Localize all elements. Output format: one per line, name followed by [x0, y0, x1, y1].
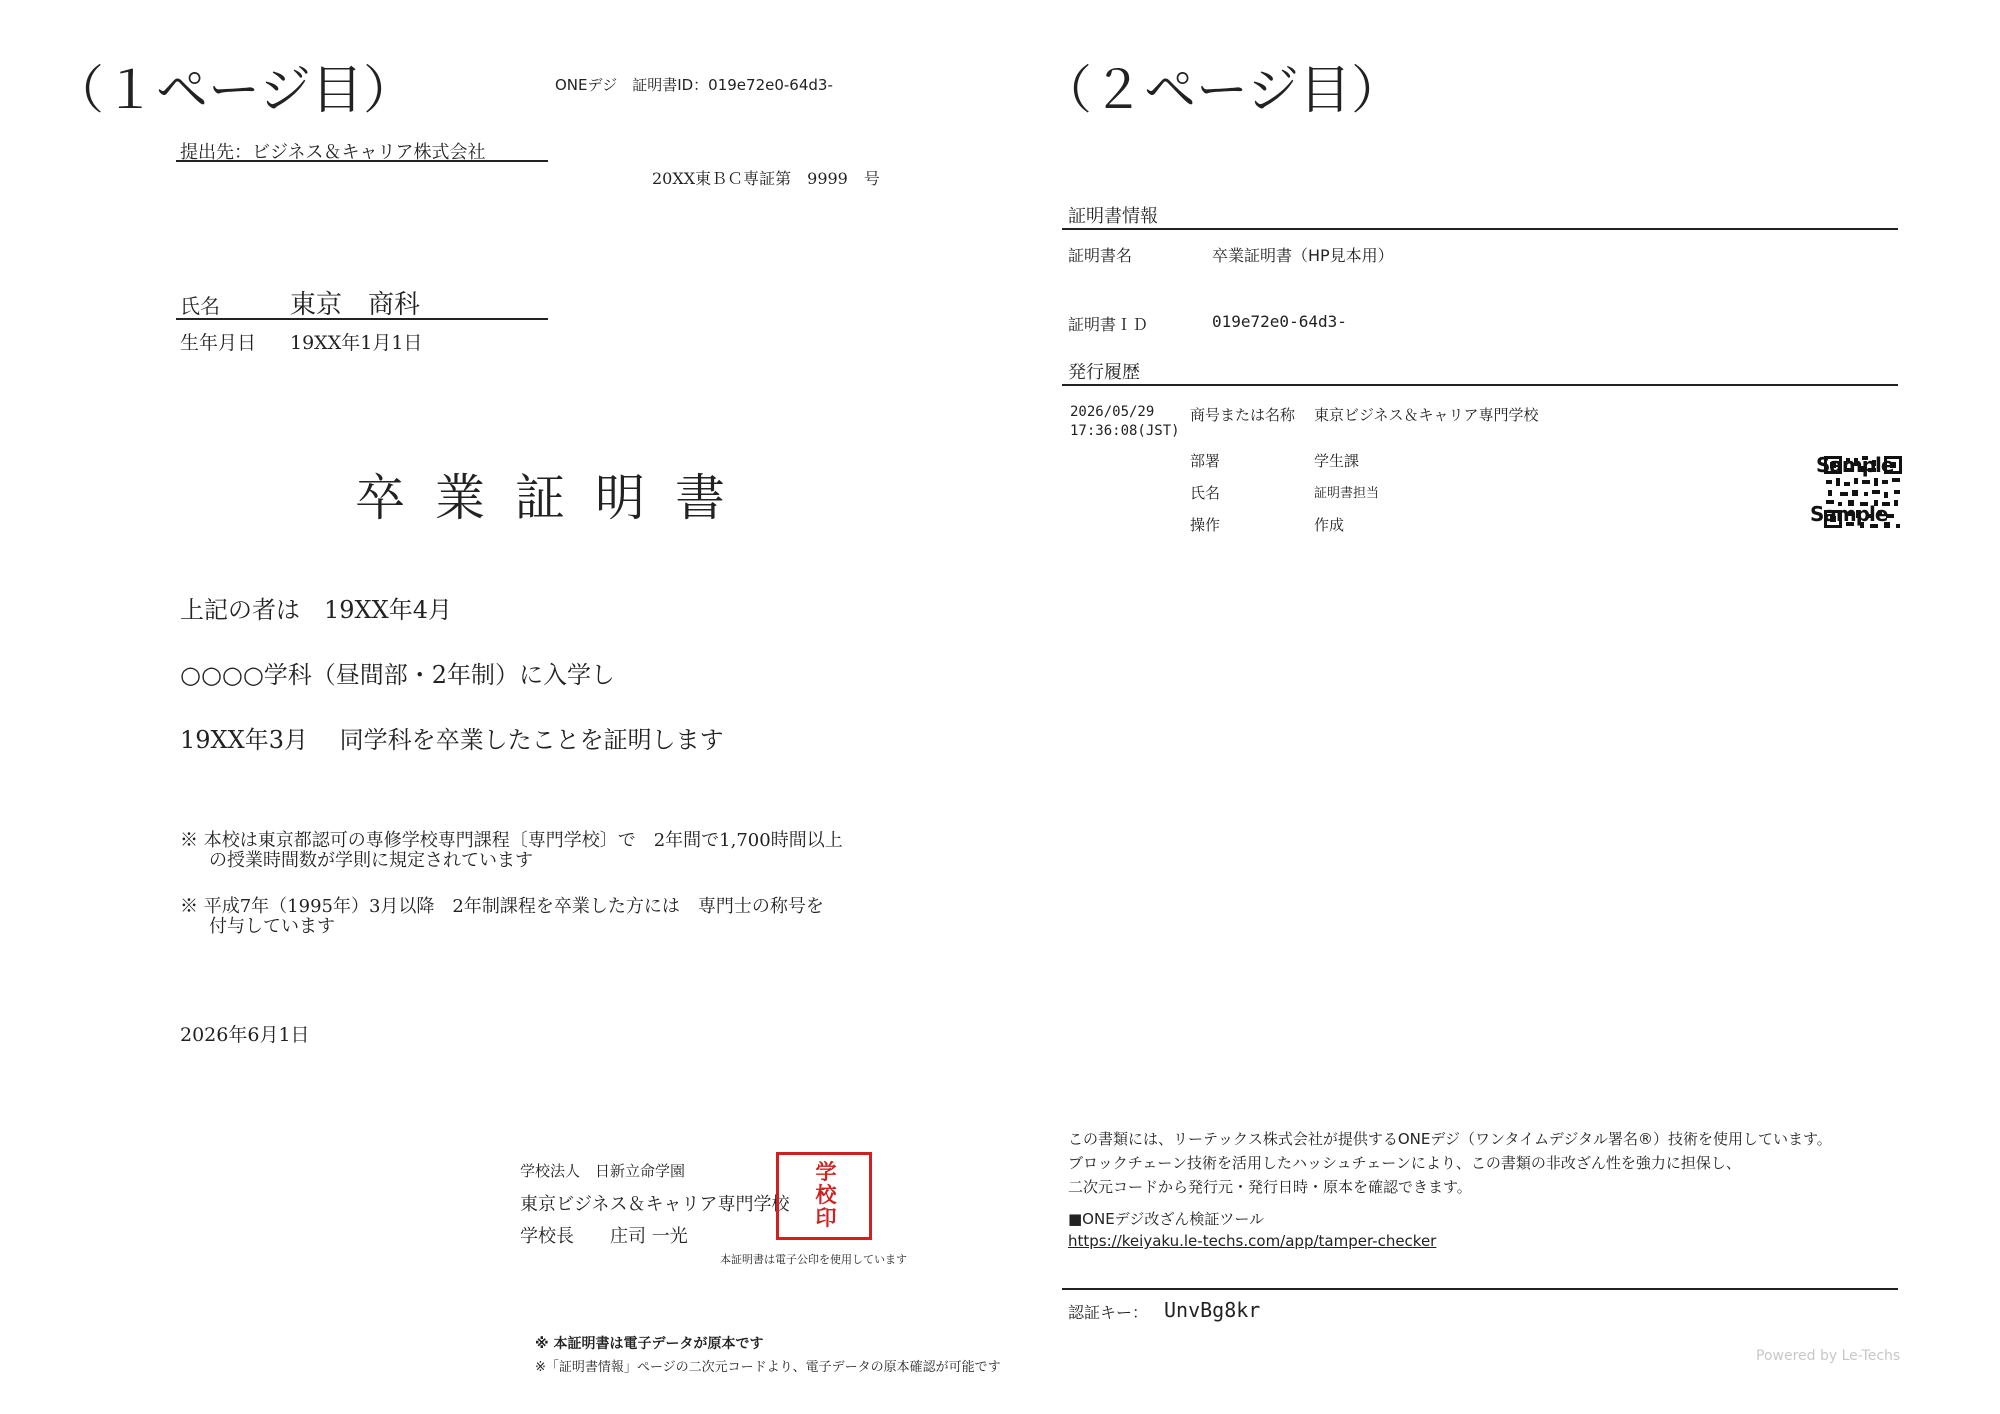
certificate-number: 20XX東ＢＣ専証第 9999 号	[652, 169, 880, 188]
history-divider	[1062, 384, 1898, 386]
birth-value: 19XX年1月1日	[290, 332, 423, 354]
note-2-line-1: ※ 平成7年（1995年）3月以降 2年制課程を卒業した方には 専門士の称号を	[180, 896, 824, 917]
name-value: 東京 商科	[290, 290, 421, 320]
org-name-line-1: 学校法人 日新立命学園	[520, 1162, 686, 1180]
history-time: 17:36:08(JST)	[1070, 423, 1180, 439]
footer-description-1: この書類には、リーテックス株式会社が提供するONEデジ（ワンタイムデジタル署名®）技術を使用しています。	[1068, 1130, 1832, 1148]
statement-line-1: 上記の者は 19XX年4月	[180, 596, 452, 624]
qr-sample-text-top: Sample	[1816, 453, 1894, 477]
cert-info-divider	[1062, 228, 1898, 230]
submit-to: 提出先：ビジネス＆キャリア株式会社	[180, 142, 486, 163]
footer-description-2: ブロックチェーン技術を活用したハッシュチェーンにより、この書類の非改ざん性を強力に担保し、	[1068, 1154, 1741, 1172]
operation-label: 操作	[1190, 516, 1221, 534]
person-label: 氏名	[1190, 484, 1221, 502]
submit-to-underline	[176, 160, 548, 162]
seal-text: 学校印	[815, 1160, 837, 1230]
footer-note-2: ※「証明書情報」ページの二次元コードより、電子データの原本確認が可能です	[535, 1360, 1001, 1375]
principal-name: 学校長 庄司 一光	[520, 1226, 688, 1247]
birth-label: 生年月日	[180, 332, 257, 354]
cert-id-value: 019e72e0-64d3-	[1212, 312, 1347, 331]
statement-line-2: ○○○○学科（昼間部・2年制）に入学し	[180, 661, 616, 689]
document-title: 卒業証明書	[355, 469, 755, 527]
trade-name-value: 東京ビジネス＆キャリア専門学校	[1314, 406, 1539, 424]
note-1-line-1: ※ 本校は東京都認可の専修学校専門課程〔専門学校〕で 2年間で1,700時間以上	[180, 830, 843, 851]
auth-key-label: 認証キー：	[1068, 1303, 1149, 1322]
history-date: 2026/05/29	[1070, 404, 1155, 420]
section-certificate-info: 証明書情報	[1068, 206, 1158, 227]
person-value: 証明書担当	[1314, 486, 1380, 501]
section-issue-history: 発行履歴	[1068, 362, 1140, 383]
qr-sample-text-bottom: Sample	[1810, 502, 1888, 526]
dept-label: 部署	[1190, 452, 1221, 470]
footer-description-3: 二次元コードから発行元・発行日時・原本を確認できます。	[1068, 1178, 1472, 1196]
cert-name-value: 卒業証明書（HP見本用）	[1212, 246, 1394, 265]
note-2-line-2: 付与しています	[209, 916, 335, 937]
trade-name-label: 商号または名称	[1190, 406, 1296, 424]
tamper-tool-label: ■ONEデジ改ざん検証ツール	[1068, 1210, 1265, 1228]
name-underline	[176, 318, 548, 320]
statement-line-3: 19XX年3月 同学科を卒業したことを証明します	[180, 726, 724, 754]
seal-note: 本証明書は電子公印を使用しています	[720, 1253, 907, 1266]
operation-value: 作成	[1314, 516, 1345, 534]
issue-date: 2026年6月1日	[180, 1024, 310, 1046]
tamper-tool-link[interactable]: https://keiyaku.le-techs.com/app/tamper-checker	[1068, 1232, 1437, 1250]
org-name-line-2: 東京ビジネス＆キャリア専門学校	[520, 1194, 790, 1215]
header-certificate-id: ONEデジ 証明書ID：019e72e0-64d3-	[555, 76, 833, 94]
auth-key-divider	[1062, 1288, 1898, 1290]
name-label: 氏名	[180, 294, 220, 318]
note-1-line-2: の授業時間数が学則に規定されています	[209, 850, 533, 871]
auth-key-value: UnvBg8kr	[1164, 1298, 1261, 1322]
cert-name-label: 証明書名	[1068, 246, 1133, 265]
page2-label: （２ページ目）	[1040, 61, 1403, 121]
footer-note-1: ※ 本証明書は電子データが原本です	[535, 1336, 764, 1352]
powered-by: Powered by Le-Techs	[1756, 1348, 1901, 1364]
dept-value: 学生課	[1314, 452, 1360, 470]
school-seal	[776, 1152, 872, 1240]
cert-id-label: 証明書ＩＤ	[1068, 315, 1149, 334]
page1-label: （１ページ目）	[52, 61, 415, 121]
